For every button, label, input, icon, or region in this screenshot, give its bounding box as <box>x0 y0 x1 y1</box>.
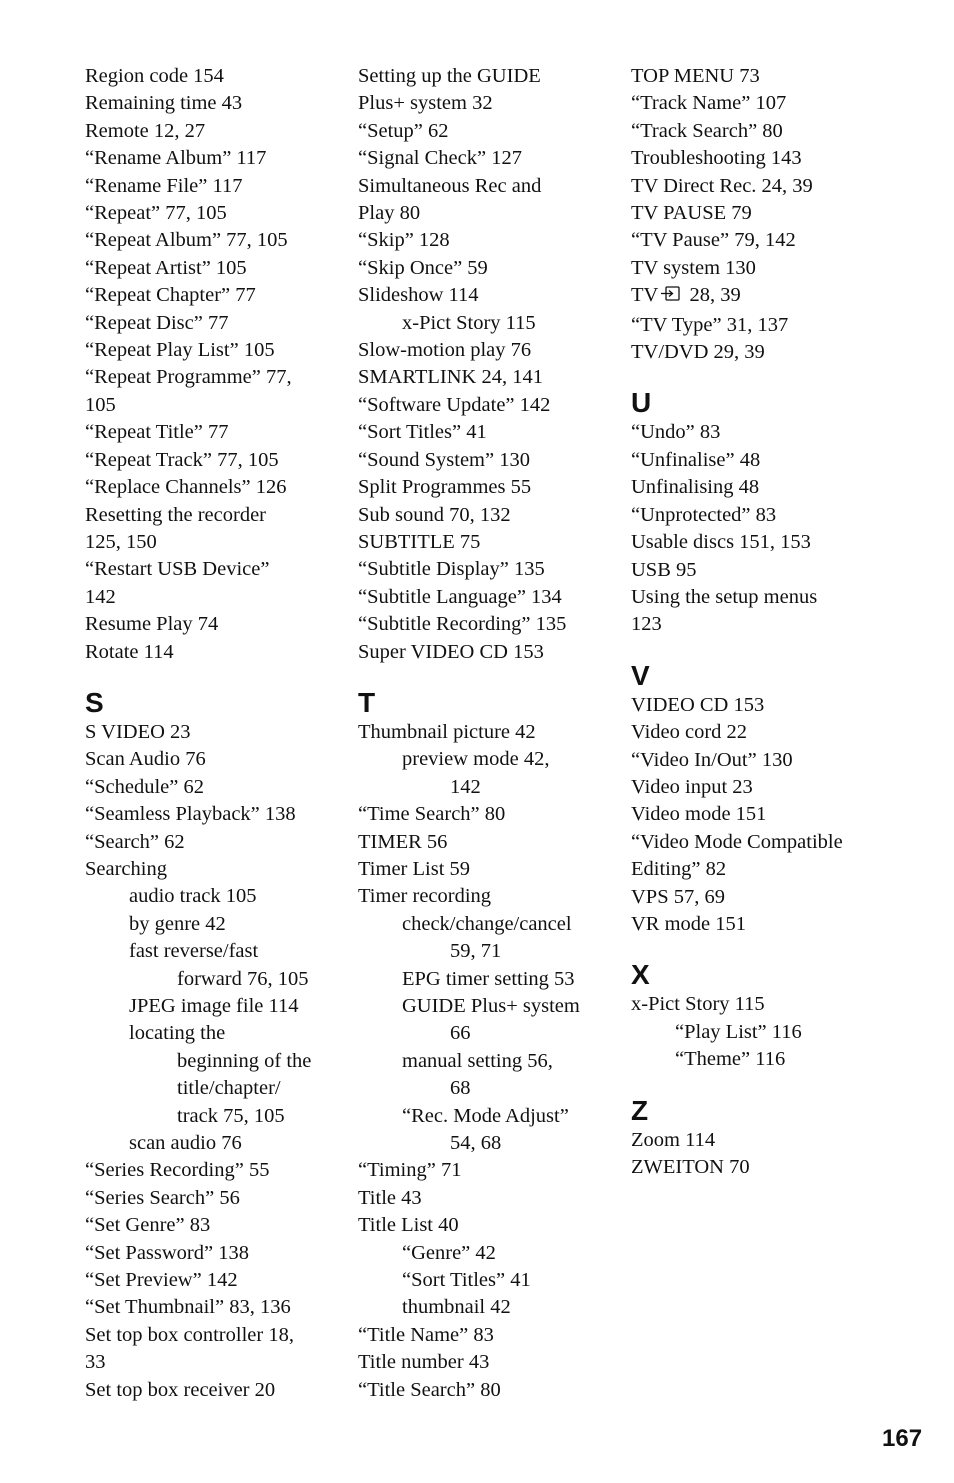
index-subentry: EPG timer setting 53 <box>402 967 575 990</box>
index-entry: “Series Recording” 55 <box>85 1159 270 1182</box>
index-entry: ZWEITON 70 <box>631 1156 750 1178</box>
index-entry: Rotate 114 <box>85 640 174 663</box>
index-entry: “Rename File” 117 <box>85 174 243 197</box>
index-entry: TV PAUSE 79 <box>631 202 752 225</box>
index-subentry: thumbnail 42 <box>402 1296 511 1319</box>
index-entry: TIMER 56 <box>358 830 448 853</box>
index-subentry: audio track 105 <box>129 885 257 908</box>
index-entry: “Repeat Play List” 105 <box>85 339 275 362</box>
index-entry: VPS 57, 69 <box>631 885 725 908</box>
index-subentry: by genre 42 <box>129 912 226 935</box>
index-subentry: 59, 71 <box>450 940 502 963</box>
index-entry: Split Programmes 55 <box>358 476 532 499</box>
index-subentry: beginning of the <box>177 1049 312 1072</box>
index-entry: “Set Thumbnail” 83, 136 <box>85 1296 291 1319</box>
index-entry: 105 <box>85 393 116 416</box>
index-entry-text: TV <box>631 284 659 307</box>
index-entry: “Track Search” 80 <box>631 119 783 142</box>
index-subentry: 54, 68 <box>450 1132 502 1155</box>
index-entry: Zoom 114 <box>631 1128 716 1151</box>
index-entry: Video cord 22 <box>631 721 748 744</box>
index-entry: “Repeat” 77, 105 <box>85 202 227 225</box>
index-entry: Resume Play 74 <box>85 613 219 636</box>
index-entry: “Setup” 62 <box>358 119 449 142</box>
index-entry: “Software Update” 142 <box>358 393 551 416</box>
index-entry: Editing” 82 <box>631 858 727 881</box>
index-subentry: 66 <box>450 1022 471 1045</box>
index-entry: “TV Pause” 79, 142 <box>631 229 796 252</box>
index-entry: Region code 154 <box>85 65 224 87</box>
index-entry: “Set Password” 138 <box>85 1241 249 1264</box>
section-letter-heading: S <box>85 686 104 718</box>
index-entry: Video mode 151 <box>631 803 767 826</box>
index-entry: Simultaneous Rec and <box>358 174 542 197</box>
index-entry: Using the setup menus <box>631 585 818 608</box>
index-entry: “Set Preview” 142 <box>85 1269 238 1292</box>
index-entry: “Schedule” 62 <box>85 775 204 798</box>
index-subentry: “Rec. Mode Adjust” <box>402 1104 569 1127</box>
index-entry: TV/DVD 29, 39 <box>631 341 765 364</box>
index-entry: “Repeat Programme” 77, <box>85 366 292 389</box>
index-entry: “Repeat Chapter” 77 <box>85 284 256 307</box>
index-subentry: x-Pict Story 115 <box>402 311 536 334</box>
index-entry: Title number 43 <box>358 1351 490 1374</box>
index-entry: “Seamless Playback” 138 <box>85 803 296 826</box>
index-entry: “Track Name” 107 <box>631 92 787 115</box>
index-entry: Timer List 59 <box>358 857 471 880</box>
index-entry: “Repeat Artist” 105 <box>85 256 247 279</box>
index-entry: Slow-motion play 76 <box>358 339 532 362</box>
index-entry: “Set Genre” 83 <box>85 1214 211 1237</box>
index-entry: Sub sound 70, 132 <box>358 503 511 526</box>
index-entry: “Repeat Album” 77, 105 <box>85 229 288 252</box>
index-entry: Searching <box>85 857 167 880</box>
index-entry: Troubleshooting 143 <box>631 147 802 170</box>
index-entry: “Unprotected” 83 <box>631 503 777 526</box>
index-entry: Slideshow 114 <box>358 284 479 307</box>
index-subentry: “Genre” 42 <box>402 1241 496 1264</box>
index-subentry: check/change/cancel <box>402 912 572 935</box>
index-entry: “Timing” 71 <box>358 1159 462 1182</box>
index-column-3 <box>631 63 881 1181</box>
index-entry: “Repeat Disc” 77 <box>85 311 229 334</box>
index-entry: Thumbnail picture 42 <box>358 720 536 743</box>
index-subentry: fast reverse/fast <box>129 940 259 963</box>
index-entry: Remaining time 43 <box>85 92 243 115</box>
index-subentry: GUIDE Plus+ system <box>402 995 580 1017</box>
index-subentry: title/chapter/ <box>177 1077 281 1100</box>
index-entry: Resetting the recorder <box>85 503 267 526</box>
section-letter-heading: U <box>631 387 652 419</box>
index-entry: “Subtitle Language” 134 <box>358 585 562 608</box>
index-entry: “Rename Album” 117 <box>85 147 267 170</box>
index-entry: “Skip Once” 59 <box>358 256 488 279</box>
index-entry: “Subtitle Display” 135 <box>358 558 545 581</box>
index-entry: 125, 150 <box>85 530 157 553</box>
index-entry: Super VIDEO CD 153 <box>358 640 544 663</box>
index-entry: x-Pict Story 115 <box>631 993 765 1016</box>
index-entry: “Unfinalise” 48 <box>631 448 761 471</box>
index-entry: SUBTITLE 75 <box>358 530 481 553</box>
index-entry: Play 80 <box>358 202 421 225</box>
index-subentry: JPEG image file 114 <box>129 995 299 1017</box>
index-entry: Setting up the GUIDE <box>358 65 541 87</box>
index-entry: VIDEO CD 153 <box>631 693 765 716</box>
index-entry <box>631 282 881 311</box>
index-entry: “Restart USB Device” <box>85 558 270 581</box>
index-entry: “Undo” 83 <box>631 421 721 444</box>
index-entry: “Repeat Track” 77, 105 <box>85 448 279 471</box>
index-entry: USB 95 <box>631 558 697 581</box>
index-entry: “Subtitle Recording” 135 <box>358 613 567 636</box>
index-entry: TV Direct Rec. 24, 39 <box>631 174 813 197</box>
index-entry: “Title Search” 80 <box>358 1378 501 1401</box>
index-entry: “Sound System” 130 <box>358 448 530 471</box>
index-entry: “Replace Channels” 126 <box>85 476 287 499</box>
index-entry: “Title Name” 83 <box>358 1323 494 1346</box>
index-column-2 <box>358 63 608 1404</box>
index-entry: 123 <box>631 613 662 636</box>
index-subentry: locating the <box>129 1022 226 1045</box>
index-subentry: 68 <box>450 1077 471 1100</box>
index-entry-pages: 28, 39 <box>684 284 741 307</box>
index-entry: “TV Type” 31, 137 <box>631 313 789 336</box>
index-entry: Scan Audio 76 <box>85 748 206 771</box>
index-entry: Timer recording <box>358 885 492 908</box>
index-entry: TOP MENU 73 <box>631 65 760 87</box>
index-subentry: 142 <box>450 775 481 798</box>
input-select-icon <box>660 284 682 311</box>
index-entry: “Skip” 128 <box>358 229 450 252</box>
index-entry: Usable discs 151, 153 <box>631 531 811 554</box>
section-letter-heading: V <box>631 659 650 691</box>
index-entry: Set top box receiver 20 <box>85 1378 276 1401</box>
index-entry: Title List 40 <box>358 1214 459 1237</box>
index-subentry: manual setting 56, <box>402 1049 553 1072</box>
index-subentry: forward 76, 105 <box>177 967 309 990</box>
index-entry: “Video In/Out” 130 <box>631 748 793 771</box>
section-letter-heading: Z <box>631 1094 649 1126</box>
index-entry: VR mode 151 <box>631 912 747 935</box>
section-letter-heading: X <box>631 959 650 991</box>
index-entry: Unfinalising 48 <box>631 476 760 499</box>
index-entry: Remote 12, 27 <box>85 119 206 142</box>
index-subentry: scan audio 76 <box>129 1132 242 1155</box>
index-entry: Video input 23 <box>631 775 753 798</box>
index-entry: “Sort Titles” 41 <box>358 421 487 444</box>
index-entry: “Series Search” 56 <box>85 1186 240 1209</box>
index-column-1 <box>85 63 335 1404</box>
index-entry: “Signal Check” 127 <box>358 147 522 170</box>
index-entry: SMARTLINK 24, 141 <box>358 366 543 389</box>
index-entry: “Search” 62 <box>85 830 185 853</box>
index-subentry: “Theme” 116 <box>675 1048 786 1071</box>
index-subentry: “Play List” 116 <box>675 1020 802 1043</box>
index-subentry: “Sort Titles” 41 <box>402 1269 531 1292</box>
index-entry: “Video Mode Compatible <box>631 830 843 853</box>
index-entry: “Repeat Title” 77 <box>85 421 229 444</box>
index-subentry: preview mode 42, <box>402 748 550 771</box>
page-number: 167 <box>882 1425 923 1452</box>
index-subentry: track 75, 105 <box>177 1104 285 1127</box>
index-entry: “Time Search” 80 <box>358 803 506 826</box>
index-entry: 33 <box>85 1351 106 1374</box>
index-entry: 142 <box>85 585 116 608</box>
section-letter-heading: T <box>358 686 376 718</box>
index-entry: TV system 130 <box>631 256 756 279</box>
index-entry: Title 43 <box>358 1186 422 1209</box>
index-entry: S VIDEO 23 <box>85 720 191 743</box>
index-entry: Plus+ system 32 <box>358 92 493 115</box>
index-entry: Set top box controller 18, <box>85 1323 294 1346</box>
